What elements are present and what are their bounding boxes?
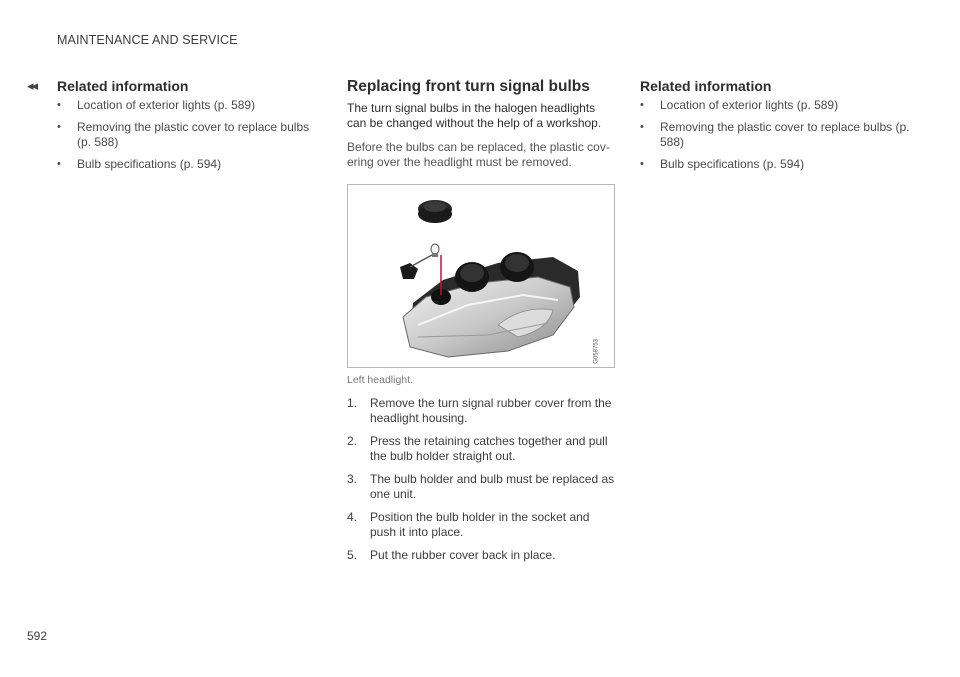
step-text: The bulb holder and bulb must be replaced as one unit. <box>370 472 615 501</box>
main-column <box>347 78 615 571</box>
step-item <box>347 472 615 502</box>
page-title: Replacing front turn signal bulbs <box>347 78 590 95</box>
step-item <box>347 434 615 464</box>
step-text: Remove the turn signal rubber cover from the headlight housing. <box>370 396 612 425</box>
right-column <box>640 78 910 179</box>
bulb <box>431 244 439 254</box>
left-column <box>57 78 317 179</box>
page-number: 592 <box>27 629 48 643</box>
step-item <box>347 396 615 426</box>
bullet-icon: • <box>57 121 61 133</box>
step-item <box>347 510 615 540</box>
related-information-heading: Related information <box>640 78 772 94</box>
related-link[interactable] <box>640 98 910 113</box>
bullet-icon: • <box>640 121 644 133</box>
link-text[interactable]: Location of exterior lights (p. 589) <box>77 98 256 112</box>
related-link[interactable] <box>640 157 910 172</box>
bullet-icon: • <box>57 99 61 111</box>
link-text[interactable]: Bulb specifications (p. 594) <box>660 157 805 171</box>
section-header: MAINTENANCE AND SERVICE <box>57 33 238 47</box>
headlight-illustration <box>347 184 615 368</box>
related-link[interactable] <box>57 120 317 150</box>
step-number: 4. <box>347 510 358 524</box>
figure-code: G058753 <box>594 339 600 364</box>
step-number: 2. <box>347 434 358 448</box>
related-link[interactable] <box>57 157 317 172</box>
bullet-icon: • <box>640 158 644 170</box>
bullet-icon: • <box>640 99 644 111</box>
steps-list <box>347 396 615 563</box>
related-link[interactable] <box>57 98 317 113</box>
step-text: Put the rubber cover back in place. <box>370 548 556 562</box>
bulb-holder <box>400 263 418 279</box>
step-number: 3. <box>347 472 358 486</box>
step-number: 1. <box>347 396 358 410</box>
related-information-heading: Related information <box>57 78 189 94</box>
intro-paragraph: Before the bulbs can be replaced, the plastic cov- ering over the headlight must be removed. <box>347 140 610 169</box>
link-text[interactable]: Location of exterior lights (p. 589) <box>660 98 839 112</box>
step-number: 5. <box>347 548 358 562</box>
link-text[interactable]: Removing the plastic cover to replace bulbs (p. 588) <box>77 120 310 149</box>
step-text: Position the bulb holder in the socket and push it into place. <box>370 510 590 539</box>
link-text[interactable]: Bulb specifications (p. 594) <box>77 157 222 171</box>
figure-caption: Left headlight. <box>347 374 413 386</box>
related-link[interactable] <box>640 120 910 150</box>
related-links-list <box>640 98 910 172</box>
link-text[interactable]: Removing the plastic cover to replace bulbs (p. 588) <box>660 120 910 149</box>
headlight-drawing <box>348 185 614 367</box>
bullet-icon: • <box>57 158 61 170</box>
step-item <box>347 548 615 563</box>
lead-paragraph: The turn signal bulbs in the halogen headlights can be changed without the help of a workshop. <box>347 101 602 130</box>
continuation-mark: ◂◂ <box>27 78 37 93</box>
related-links-list <box>57 98 317 172</box>
step-text: Press the retaining catches together and pull the bulb holder straight out. <box>370 434 608 463</box>
